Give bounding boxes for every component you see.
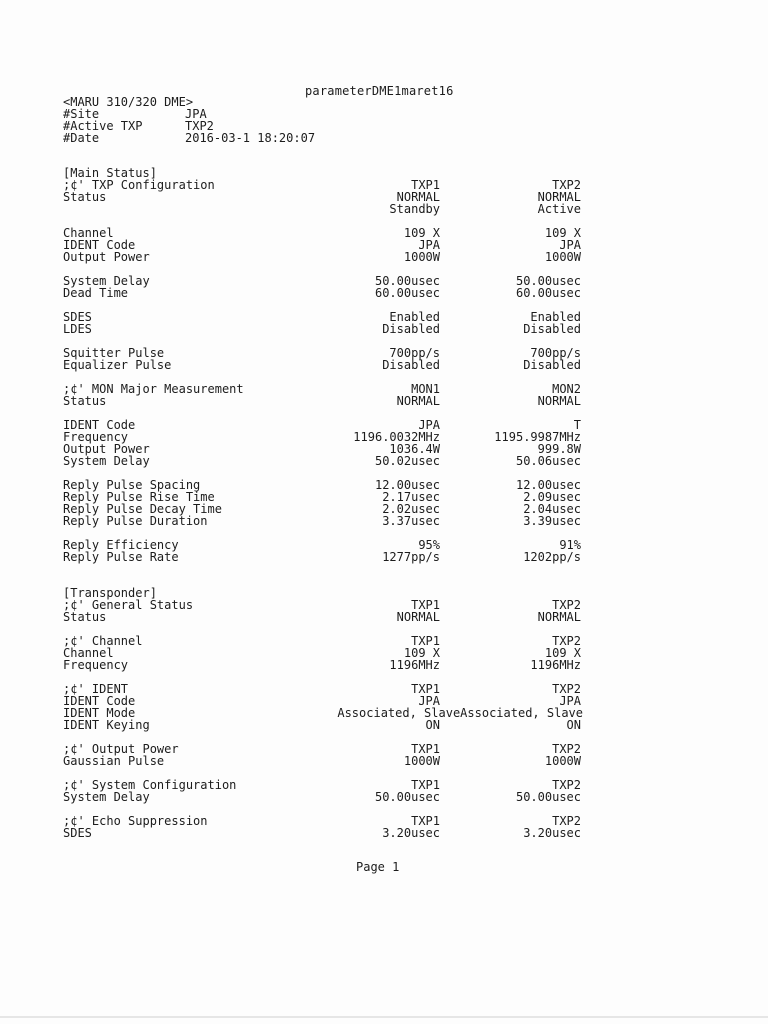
parameter-row — [63, 455, 623, 467]
document-header — [63, 96, 315, 144]
parameter-row — [63, 515, 623, 527]
parameter-value-txp1: 50.02usec — [374, 454, 440, 468]
parameter-label: IDENT Mode — [63, 706, 136, 720]
parameter-label: ;¢' MON Major Measurement — [63, 382, 244, 396]
parameter-label: Channel — [63, 646, 114, 660]
parameter-value-txp1: TXP1 — [411, 742, 440, 756]
parameter-label: SDES — [63, 310, 92, 324]
parameter-row — [63, 827, 623, 839]
parameter-group — [63, 419, 623, 467]
parameter-label: Channel — [63, 226, 114, 240]
parameter-group — [63, 815, 623, 839]
parameter-value-txp1: 3.20usec — [382, 826, 440, 840]
parameter-label: Output Power — [63, 250, 150, 264]
main-status-heading: [Main Status] — [63, 166, 157, 180]
parameter-value-txp1: Enabled — [389, 310, 440, 324]
parameter-value-txp2: 50.00usec — [515, 274, 581, 288]
parameter-group — [63, 311, 623, 335]
parameter-value-txp1: Disabled — [382, 358, 440, 372]
parameter-value-txp1: 1000W — [403, 754, 440, 768]
parameter-value-txp1: TXP1 — [411, 634, 440, 648]
parameter-row — [63, 227, 623, 239]
parameter-value-txp2: Disabled — [523, 358, 581, 372]
date-value: 2016-03-1 18:20:07 — [185, 131, 316, 145]
parameter-value-txp2: MON2 — [552, 382, 581, 396]
parameter-row — [63, 323, 623, 335]
parameter-label: Frequency — [63, 430, 129, 444]
parameter-value-txp2: Enabled — [530, 310, 581, 324]
parameter-row — [63, 659, 623, 671]
parameter-value-txp2: 109 X — [544, 226, 581, 240]
parameter-label: IDENT Code — [63, 238, 136, 252]
parameter-value-txp1: TXP1 — [411, 598, 440, 612]
parameter-value-txp2: 2.04usec — [523, 502, 581, 516]
parameter-label: Reply Efficiency — [63, 538, 179, 552]
parameter-group — [63, 275, 623, 299]
parameter-value-txp1: Standby — [389, 202, 440, 216]
parameter-label: Dead Time — [63, 286, 129, 300]
parameter-value-txp1: 700pp/s — [389, 346, 440, 360]
parameter-label: Reply Pulse Duration — [63, 514, 208, 528]
parameter-value-txp1: 3.37usec — [382, 514, 440, 528]
parameter-value-txp1: NORMAL — [396, 610, 440, 624]
parameter-group — [63, 539, 623, 563]
parameter-row — [63, 635, 623, 647]
parameter-value-txp2: NORMAL — [537, 394, 581, 408]
parameter-label: Frequency — [63, 658, 129, 672]
parameter-label: Equalizer Pulse — [63, 358, 172, 372]
parameter-value-txp2: Disabled — [523, 322, 581, 336]
parameter-value-txp1: NORMAL — [396, 394, 440, 408]
parameter-value-txp1: JPA — [418, 238, 440, 252]
parameter-value-txp1: TXP1 — [411, 778, 440, 792]
parameter-value-txp2: ON — [566, 718, 581, 732]
parameter-value-txp2: TXP2 — [552, 778, 581, 792]
parameter-value-txp1: 1196MHz — [389, 658, 440, 672]
parameter-label: IDENT Code — [63, 418, 136, 432]
parameter-value-txp2: 12.00usec — [515, 478, 581, 492]
parameter-label: Reply Pulse Rise Time — [63, 490, 215, 504]
parameter-value-txp2: 1202pp/s — [523, 550, 581, 564]
parameter-group — [63, 635, 623, 671]
parameter-label: Gaussian Pulse — [63, 754, 165, 768]
parameter-value-txp2: TXP2 — [552, 814, 581, 828]
parameter-row — [63, 395, 623, 407]
parameter-value-txp2: TXP2 — [552, 634, 581, 648]
parameter-value-txp2: NORMAL — [537, 610, 581, 624]
parameter-value-both: Associated, SlaveAssociated, Slave — [337, 706, 583, 720]
parameter-row — [63, 287, 623, 299]
parameter-value-txp1: 109 X — [403, 646, 440, 660]
parameter-value-txp1: 50.00usec — [374, 274, 440, 288]
parameter-value-txp2: 700pp/s — [530, 346, 581, 360]
parameter-label: Reply Pulse Spacing — [63, 478, 201, 492]
parameter-group — [63, 743, 623, 767]
parameter-row — [63, 611, 623, 623]
parameter-value-txp1: MON1 — [411, 382, 440, 396]
active-txp-key: #Active TXP — [63, 119, 143, 133]
parameter-label: Status — [63, 190, 107, 204]
parameter-row — [63, 251, 623, 263]
parameter-value-txp2: 1195.9987MHz — [494, 430, 581, 444]
parameter-value-txp2: NORMAL — [537, 190, 581, 204]
parameter-value-txp2: TXP2 — [552, 682, 581, 696]
parameter-label: Status — [63, 610, 107, 624]
parameter-value-txp1: ON — [425, 718, 440, 732]
parameter-label: IDENT Code — [63, 694, 136, 708]
site-value: JPA — [185, 107, 207, 121]
parameter-value-txp1: 1196.0032MHz — [353, 430, 440, 444]
parameter-label: Status — [63, 394, 107, 408]
parameter-group — [63, 683, 623, 731]
file-title: parameterDME1maret16 — [305, 84, 454, 98]
parameter-label: ;¢' Output Power — [63, 742, 179, 756]
parameter-value-txp1: JPA — [418, 418, 440, 432]
parameter-value-txp1: 1000W — [403, 250, 440, 264]
parameter-value-txp2: 2.09usec — [523, 490, 581, 504]
parameter-value-txp2: 50.00usec — [515, 790, 581, 804]
parameter-value-txp1: 1277pp/s — [382, 550, 440, 564]
parameter-value-txp2: 109 X — [544, 646, 581, 660]
parameter-value-txp1: 50.00usec — [374, 790, 440, 804]
parameter-value-txp1: TXP1 — [411, 682, 440, 696]
active-txp-value: TXP2 — [185, 119, 214, 133]
parameter-value-txp2: JPA — [559, 238, 581, 252]
parameter-value-txp1: 109 X — [403, 226, 440, 240]
parameter-label: System Delay — [63, 274, 150, 288]
parameter-value-txp2: 3.39usec — [523, 514, 581, 528]
parameter-value-txp2: 91% — [559, 538, 581, 552]
parameter-value-txp2: JPA — [559, 694, 581, 708]
parameter-label: ;¢' Echo Suppression — [63, 814, 208, 828]
parameter-label: Reply Pulse Decay Time — [63, 502, 222, 516]
device-line: <MARU 310/320 DME> — [63, 95, 194, 109]
parameter-value-txp2: 999.8W — [537, 442, 581, 456]
parameter-value-txp2: Active — [537, 202, 581, 216]
parameter-value-txp1: 60.00usec — [374, 286, 440, 300]
parameter-value-txp1: 12.00usec — [374, 478, 440, 492]
parameter-group — [63, 479, 623, 527]
parameter-group — [63, 179, 623, 215]
transponder-heading: [Transponder] — [63, 586, 157, 600]
parameter-group — [63, 227, 623, 263]
parameter-group — [63, 779, 623, 803]
parameter-label: Output Power — [63, 442, 150, 456]
parameter-label: ;¢' General Status — [63, 598, 194, 612]
parameter-value-txp2: T — [573, 418, 581, 432]
parameter-value-txp1: TXP1 — [411, 178, 440, 192]
page-number: Page 1 — [356, 860, 400, 874]
parameter-value-txp1: 1036.4W — [389, 442, 440, 456]
parameter-label: System Delay — [63, 454, 150, 468]
parameter-value-txp2: 3.20usec — [523, 826, 581, 840]
parameter-value-txp2: TXP2 — [552, 598, 581, 612]
parameter-label: IDENT Keying — [63, 718, 150, 732]
parameter-value-txp2: 1000W — [544, 754, 581, 768]
parameter-value-txp1: Disabled — [382, 322, 440, 336]
parameter-label: LDES — [63, 322, 92, 336]
parameter-value-txp2: 60.00usec — [515, 286, 581, 300]
parameter-label: Squitter Pulse — [63, 346, 165, 360]
parameter-label: System Delay — [63, 790, 150, 804]
parameter-group — [63, 347, 623, 371]
parameter-value-txp2: 1196MHz — [530, 658, 581, 672]
parameter-row — [63, 755, 623, 767]
scan-edge — [0, 1016, 768, 1018]
parameter-body — [63, 167, 623, 851]
parameter-value-txp2: 50.06usec — [515, 454, 581, 468]
parameter-group — [63, 383, 623, 407]
parameter-row — [63, 683, 623, 695]
site-key: #Site — [63, 107, 100, 121]
parameter-row — [63, 791, 623, 803]
parameter-label: ;¢' IDENT — [63, 682, 129, 696]
parameter-value-txp1: 2.17usec — [382, 490, 440, 504]
parameter-row — [63, 551, 623, 563]
parameter-row — [63, 359, 623, 371]
parameter-value-txp2: TXP2 — [552, 178, 581, 192]
parameter-value-txp1: 95% — [418, 538, 440, 552]
parameter-row — [63, 203, 623, 215]
parameter-label: ;¢' System Configuration — [63, 778, 237, 792]
parameter-row — [63, 719, 623, 731]
parameter-value-txp2: 1000W — [544, 250, 581, 264]
transponder-groups — [63, 599, 623, 839]
parameter-value-txp1: 2.02usec — [382, 502, 440, 516]
parameter-value-txp1: JPA — [418, 694, 440, 708]
main-status-groups — [63, 179, 623, 563]
parameter-label: ;¢' Channel — [63, 634, 143, 648]
parameter-value-txp1: TXP1 — [411, 814, 440, 828]
parameter-value-txp2: TXP2 — [552, 742, 581, 756]
parameter-group — [63, 599, 623, 623]
parameter-label: SDES — [63, 826, 92, 840]
date-key: #Date — [63, 131, 100, 145]
parameter-label: ;¢' TXP Configuration — [63, 178, 215, 192]
parameter-value-txp1: NORMAL — [396, 190, 440, 204]
parameter-label: Reply Pulse Rate — [63, 550, 179, 564]
